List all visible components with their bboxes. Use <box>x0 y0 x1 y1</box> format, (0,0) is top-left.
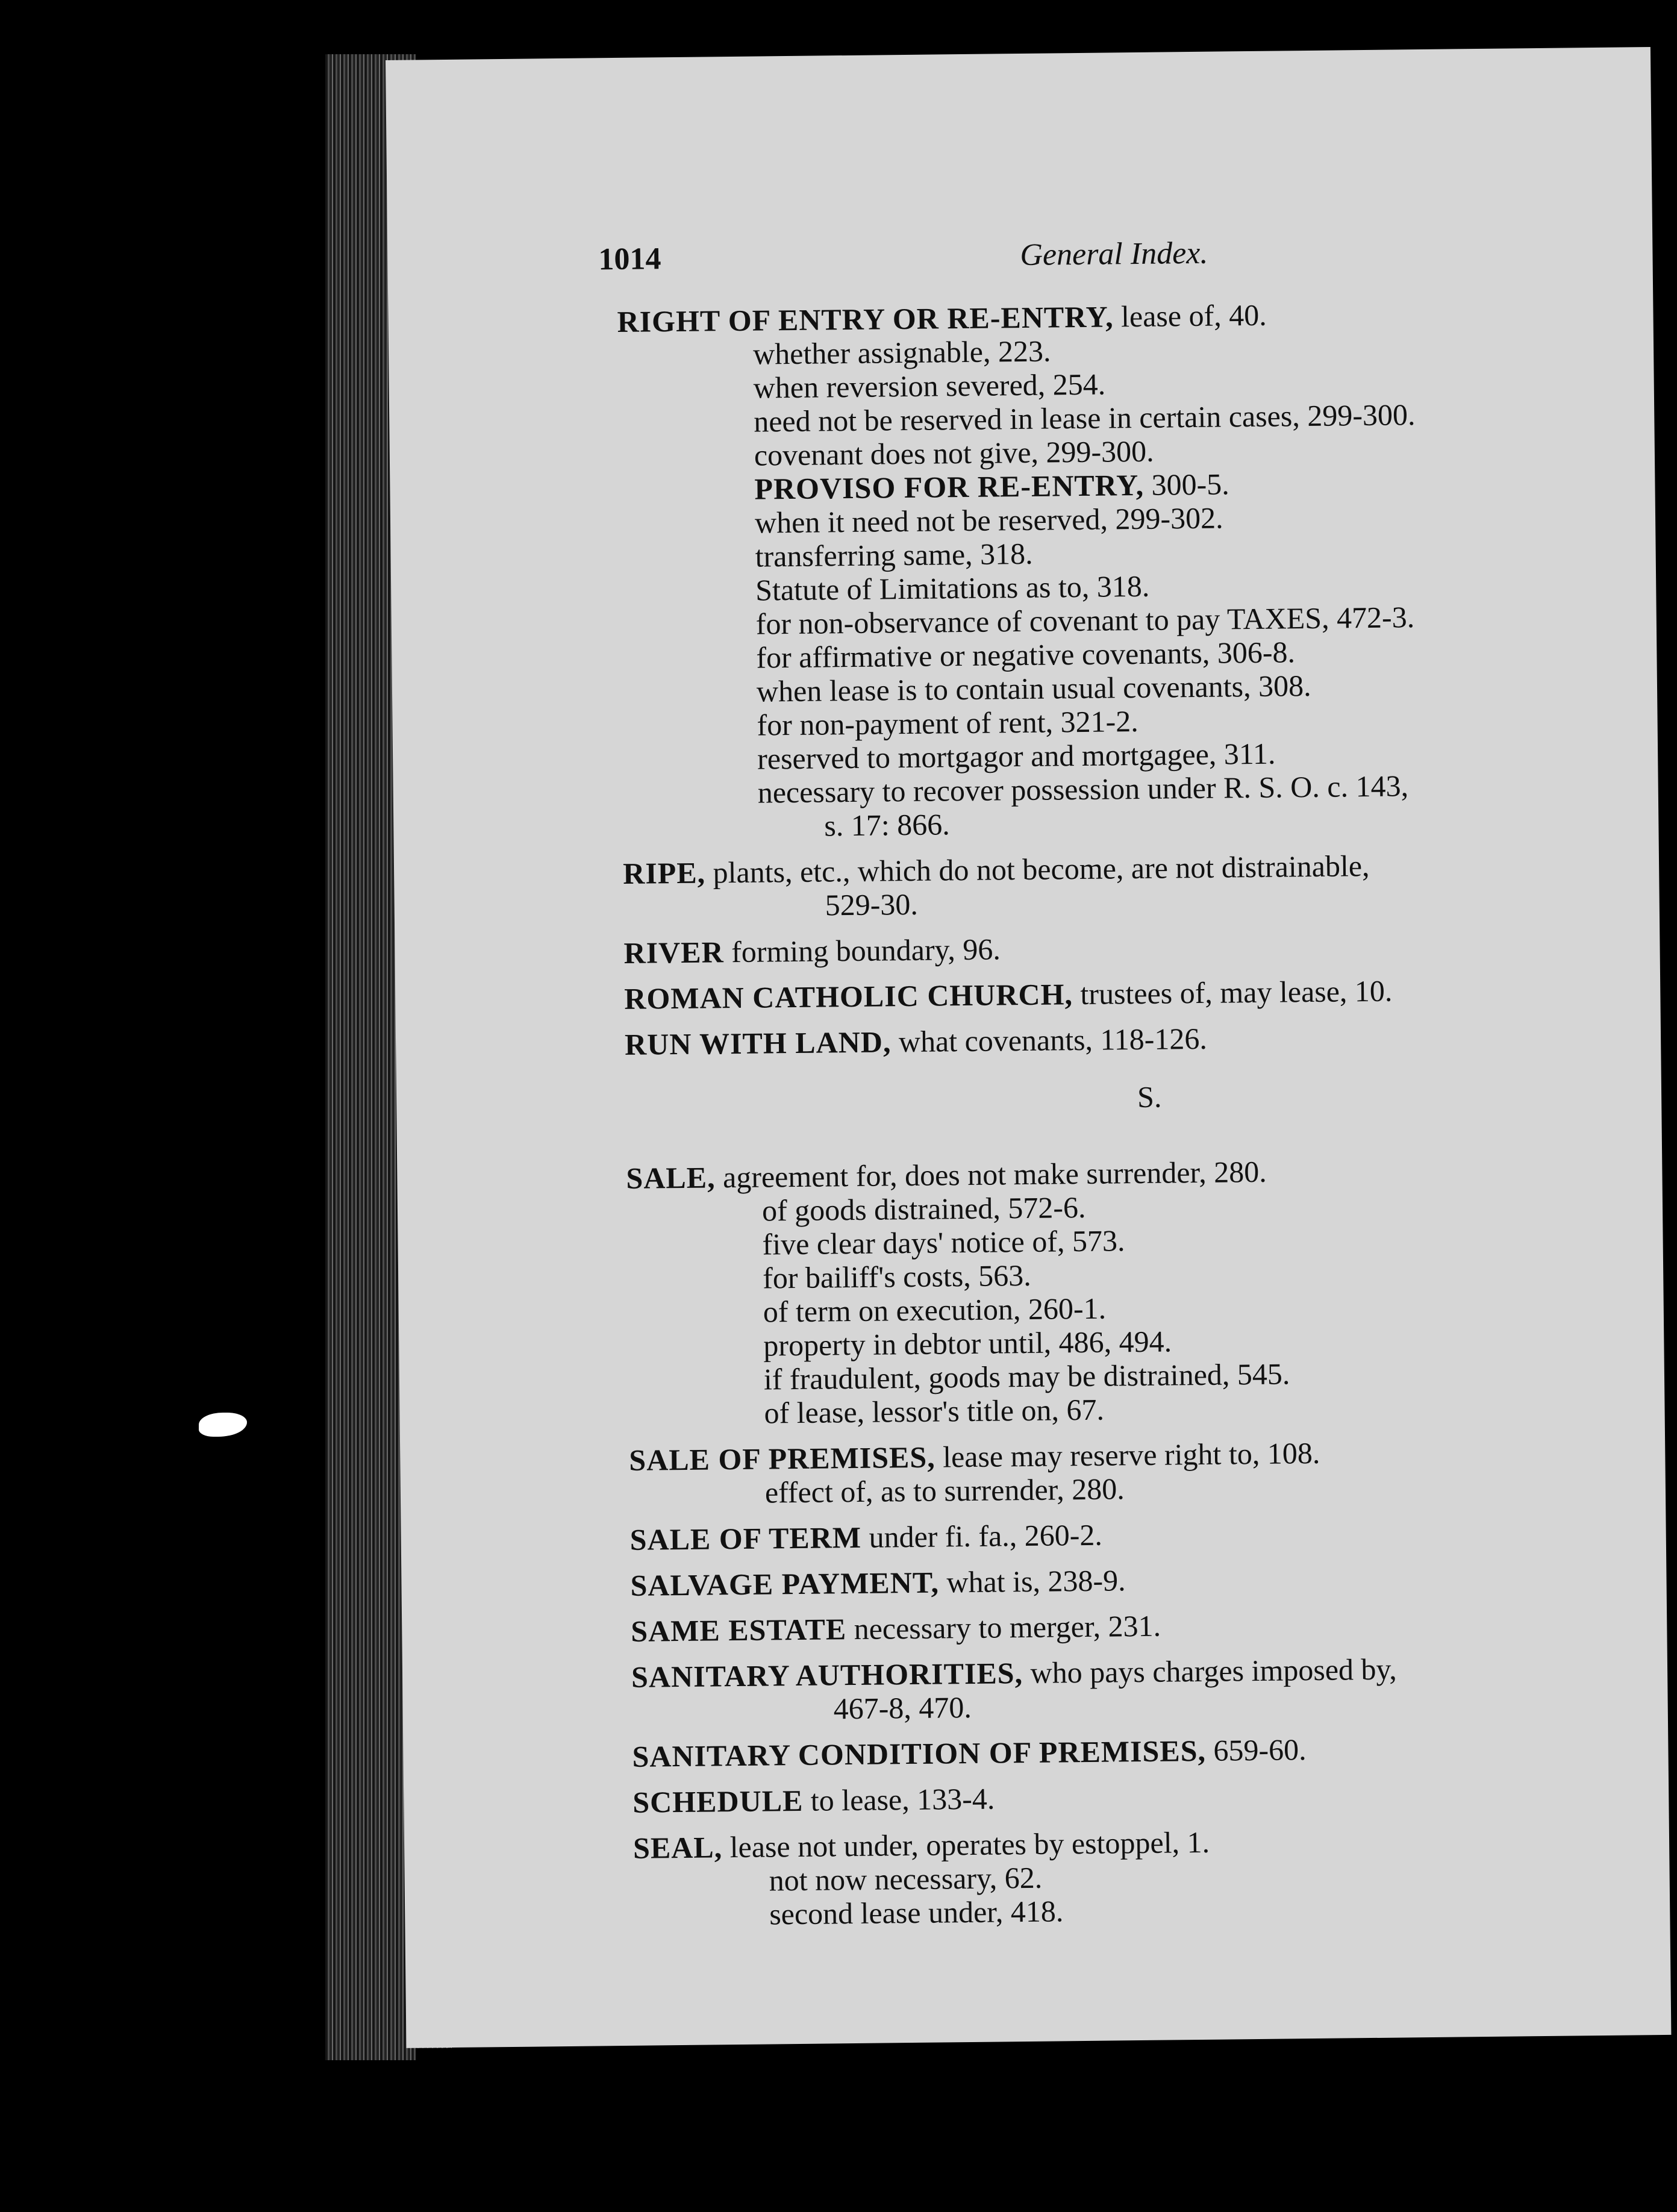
entry-headword: SANITARY AUTHORITIES, <box>631 1656 1023 1694</box>
entry-text: when lease is to contain usual covenants, 308. <box>756 668 1311 708</box>
entry-text: s. 17: 866. <box>824 807 950 843</box>
page-number: 1014 <box>598 242 661 277</box>
entry-headword: RIGHT OF ENTRY OR RE-ENTRY, <box>617 299 1114 339</box>
index-heading-entry <box>629 1513 1629 1557</box>
entry-text: need not be reserved in lease in certain cases, 299-300. <box>754 398 1416 439</box>
entry-text: S. <box>1137 1079 1162 1114</box>
entry-text: effect of, as to surrender, 280. <box>764 1472 1125 1510</box>
index-heading-entry <box>632 1729 1632 1773</box>
index-heading-entry <box>630 1558 1630 1602</box>
entry-text: second lease under, 418. <box>769 1894 1064 1931</box>
paper-tear-mark <box>199 1413 247 1437</box>
entry-text: 529-30. <box>825 887 919 922</box>
running-title: General Index. <box>1020 236 1208 272</box>
entry-headword: SANITARY CONDITION OF PREMISES, <box>632 1733 1207 1773</box>
entry-text: trustees of, may lease, 10. <box>1072 973 1393 1011</box>
entry-text: for non-payment of rent, 321-2. <box>757 704 1139 742</box>
entry-text: necessary to recover possession under R. S. O. c. 143, <box>757 769 1409 810</box>
entry-headword: SEAL, <box>632 1830 723 1865</box>
page-header <box>598 231 1623 296</box>
entry-text: whether assignable, 223. <box>752 334 1051 371</box>
entry-headword: SCHEDULE <box>632 1783 804 1819</box>
entry-text: lease may reserve right to, 108. <box>935 1436 1320 1474</box>
entry-text: who pays charges imposed by, <box>1022 1652 1398 1690</box>
entry-headword: RIPE, <box>622 855 706 890</box>
entry-text: reserved to mortgagor and mortgagee, 311. <box>757 736 1276 776</box>
entry-text: agreement for, does not make surrender, 280. <box>715 1154 1267 1195</box>
entry-text: plants, etc., which do not become, are not distrainable, <box>705 848 1370 890</box>
index-entries <box>617 295 1634 1932</box>
entry-text: lease of, 40. <box>1113 298 1267 334</box>
entry-headword: SALE OF PREMISES, <box>629 1440 935 1477</box>
entry-text: transferring same, 318. <box>755 536 1033 573</box>
entry-headword: RUN WITH LAND, <box>624 1025 892 1061</box>
entry-text: for affirmative or negative covenants, 306-8. <box>756 635 1296 675</box>
index-heading-entry <box>625 1017 1625 1061</box>
index-heading-entry <box>624 972 1624 1016</box>
entry-text: under fi. fa., 260-2. <box>861 1517 1103 1554</box>
entry-text: 659-60. <box>1205 1732 1307 1767</box>
entry-headword: SALE OF TERM <box>629 1520 862 1557</box>
entry-text: not now necessary, 62. <box>769 1860 1043 1898</box>
entry-text: of lease, lessor's title on, 67. <box>764 1392 1105 1430</box>
entry-text: of term on execution, 260-1. <box>763 1291 1107 1329</box>
entry-headword: ROMAN CATHOLIC CHURCH, <box>624 977 1073 1016</box>
index-heading-entry <box>632 1775 1632 1819</box>
entry-text: when it need not be reserved, 299-302. <box>754 501 1223 540</box>
entry-text: 300-5. <box>1143 467 1230 502</box>
entry-text: for non-observance of covenant to pay TAXES, 472-3. <box>755 600 1415 641</box>
entry-text: if fraudulent, goods may be distrained, 545. <box>763 1357 1290 1396</box>
entry-headword: SALE, <box>626 1160 716 1195</box>
entry-headword: SALVAGE PAYMENT, <box>630 1565 940 1602</box>
entry-headword: PROVISO FOR RE-ENTRY, <box>754 467 1145 506</box>
entry-text: forming boundary, 96. <box>723 932 1001 969</box>
entry-text: Statute of Limitations as to, 318. <box>755 569 1150 607</box>
entry-text: property in debtor until, 486, 494. <box>763 1324 1172 1363</box>
index-heading-entry <box>623 926 1623 970</box>
entry-text: for bailiff's costs, 563. <box>762 1258 1032 1295</box>
entry-text: of goods distrained, 572-6. <box>761 1190 1086 1228</box>
entry-text: covenant does not give, 299-300. <box>754 434 1154 472</box>
entry-text: five clear days' notice of, 573. <box>762 1223 1125 1261</box>
entry-headword: RIVER <box>623 935 724 970</box>
entry-headword: SAME ESTATE <box>631 1612 847 1648</box>
index-heading-entry <box>631 1604 1631 1648</box>
entry-text: 467-8, 470. <box>833 1690 972 1726</box>
section-letter <box>1137 1075 1626 1114</box>
index-page <box>386 47 1671 2048</box>
entry-text: lease not under, operates by estoppel, 1. <box>722 1825 1210 1864</box>
entry-text: to lease, 133-4. <box>803 1781 995 1817</box>
entry-text: what covenants, 118-126. <box>891 1021 1208 1059</box>
entry-text: when reversion severed, 254. <box>753 367 1106 405</box>
entry-text: necessary to merger, 231. <box>846 1608 1161 1646</box>
entry-text: what is, 238-9. <box>938 1563 1126 1599</box>
